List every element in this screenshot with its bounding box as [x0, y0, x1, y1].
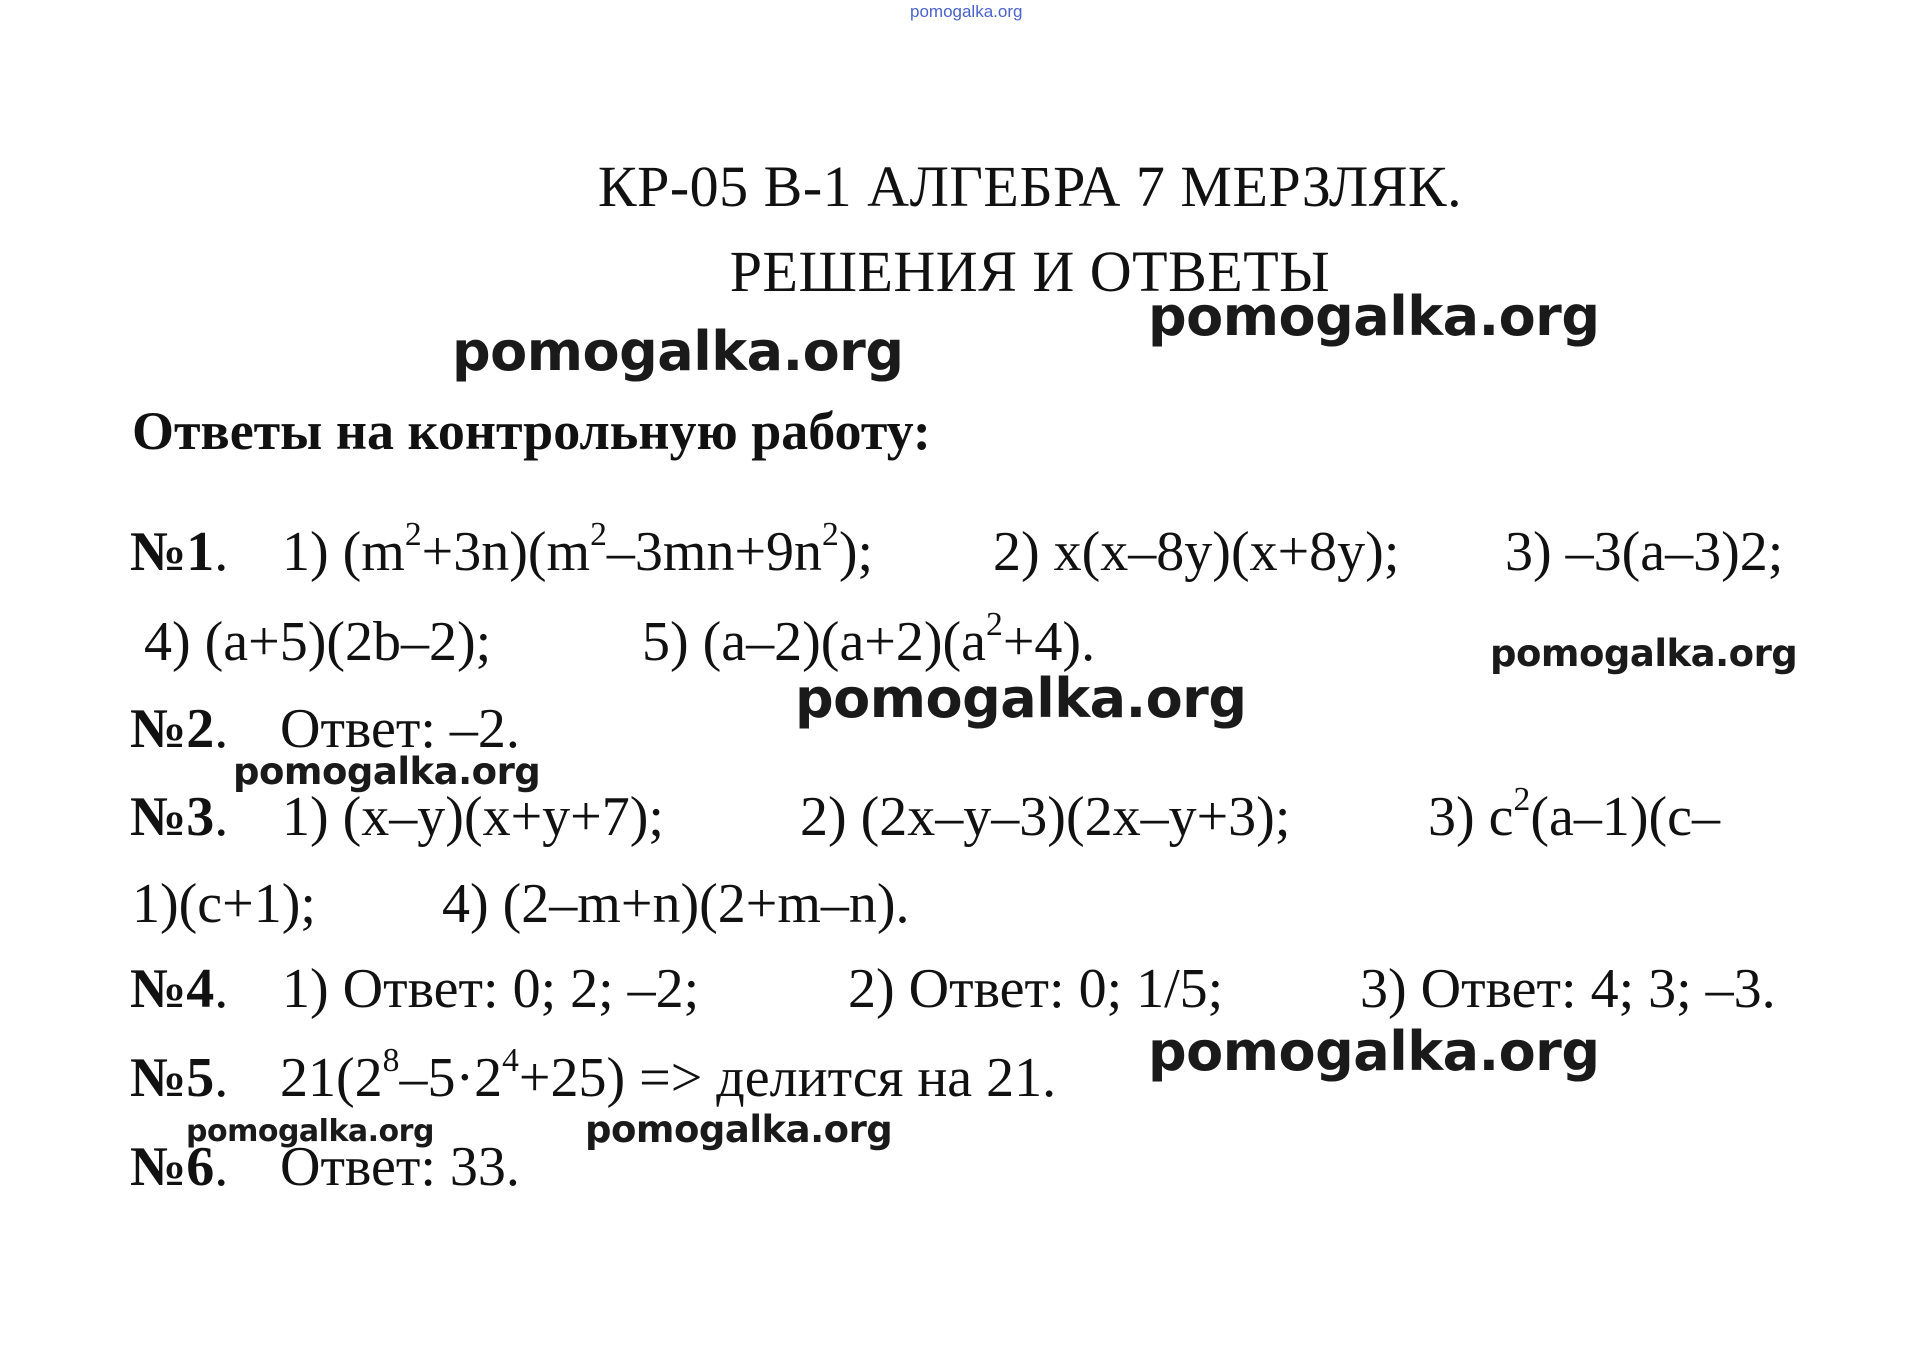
task-2-answer: Ответ: –2. — [280, 698, 520, 760]
task-4-answer-1: 1) Ответ: 0; 2; –2; — [282, 958, 700, 1020]
task-number: №3 — [130, 786, 215, 848]
task-4-answer-2: 2) Ответ: 0; 1/5; — [848, 958, 1224, 1020]
task-1-answer-2: 2) x(x–8y)(x+8y); — [993, 521, 1400, 583]
header-site-link[interactable]: pomogalka.org — [910, 2, 1023, 21]
watermark: pomogalka.org — [1490, 632, 1798, 675]
task-5-row: №5. $21(2^8-5\cdot 2^4+25)$ => делится на 21. — [130, 1041, 1057, 1109]
task-1-row-1: №1. 1) $(m^2+3n)(m^2-3mn+9n^2)$; 2) x(x–8y)(x+8y); 3) –3(a–3)2; — [130, 515, 1784, 583]
task-3-row-2 — [0, 872, 1924, 942]
task-1-answer-5: 5) $(a-2)(a+2)(a^2+4)$. — [642, 605, 1096, 673]
task-3-answer-3: 3) $c^2(a-1)(c-$ — [1428, 780, 1720, 848]
task-3-answer-3-continued: 1)(c+1); — [132, 873, 316, 935]
task-6-row: №6. Ответ: 33. — [130, 1136, 520, 1198]
task-number: №4 — [130, 958, 215, 1020]
task-number: №2 — [130, 698, 215, 760]
task-number: №1 — [130, 521, 215, 583]
title-line-2: РЕШЕНИЯ И ОТВЕТЫ — [729, 239, 1331, 304]
task-2-row: №2. Ответ: –2. — [130, 698, 520, 760]
task-1-answer-1: 1) $(m^2+3n)(m^2-3mn+9n^2)$; — [282, 515, 874, 583]
task-number: №5 — [130, 1047, 215, 1109]
task-4-row: №4. 1) Ответ: 0; 2; –2; 2) Ответ: 0; 1/5; 3) Ответ: 4; 3; –3. — [130, 958, 1776, 1020]
title-line-1: КР-05 В-1 АЛГЕБРА 7 МЕРЗЛЯК. — [597, 154, 1463, 219]
task-number: №6 — [130, 1136, 215, 1198]
task-3-answer-4: 4) (2–m+n)(2+m–n). — [442, 873, 910, 935]
watermark: pomogalka.org — [452, 320, 904, 383]
answers-heading: Ответы на контрольную работу: — [132, 401, 931, 461]
task-1-answer-3: 3) –3(a–3)2; — [1505, 521, 1784, 583]
task-5-answer: $21(2^8-5\cdot 2^4+25)$ => делится на 21. — [280, 1041, 1057, 1109]
task-4-answer-3: 3) Ответ: 4; 3; –3. — [1360, 958, 1776, 1020]
task-6-answer: Ответ: 33. — [280, 1136, 520, 1198]
watermark: pomogalka.org — [795, 667, 1247, 730]
watermark: pomogalka.org — [1148, 285, 1600, 348]
watermark: pomogalka.org — [585, 1108, 893, 1151]
task-1-answer-4: 4) (a+5)(2b–2); — [144, 611, 492, 673]
watermark: pomogalka.org — [233, 750, 541, 793]
task-3-answer-1: 1) (x–y)(x+y+7); — [282, 786, 664, 848]
watermark: pomogalka.org — [186, 1114, 434, 1149]
watermark: pomogalka.org — [1148, 1020, 1600, 1083]
task-3-answer-2: 2) (2x–y–3)(2x–y+3); — [800, 786, 1291, 848]
task-3-row-1: №3. 1) (x–y)(x+y+7); 2) (2x–y–3)(2x–y+3); 3) $c^2(a-1)(c-$ — [130, 780, 1720, 848]
